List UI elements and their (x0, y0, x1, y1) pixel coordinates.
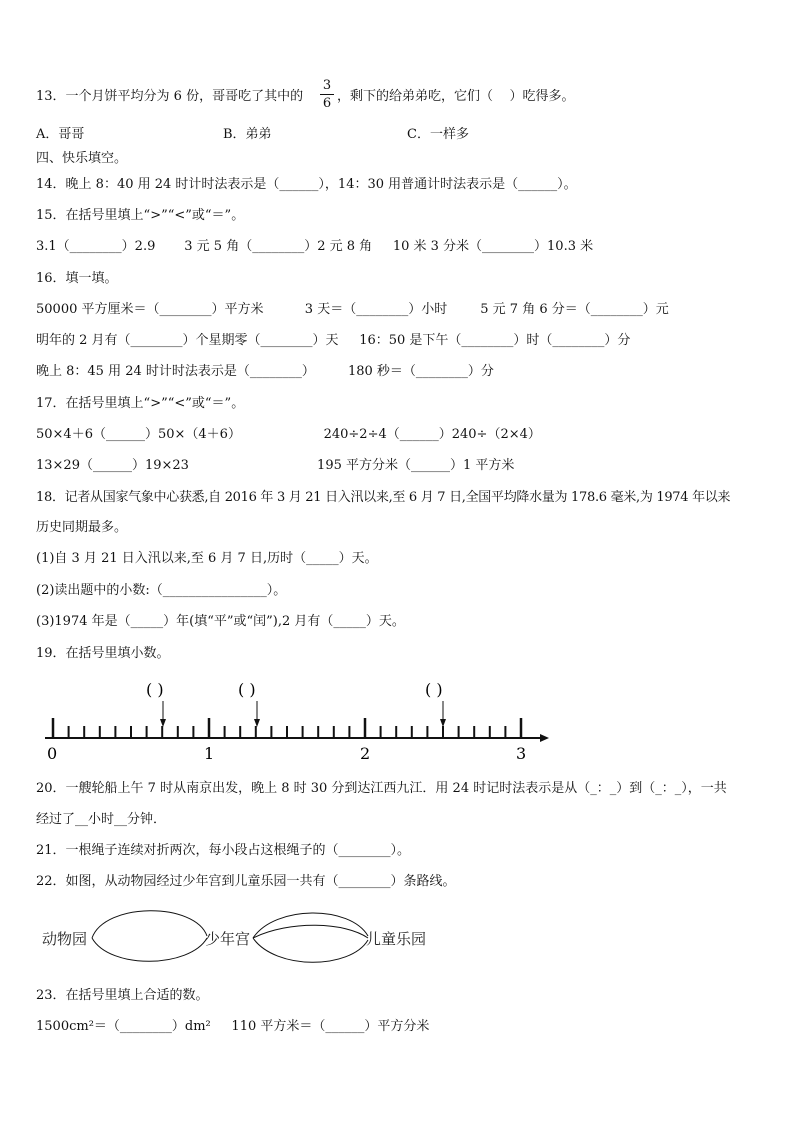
q18-sub1: (1)自 3 月 21 日入汛以来,至 6 月 7 日,历时（_____）天。 (36, 551, 378, 566)
tick-label: 1 (204, 744, 215, 763)
answer-blank: ( ) (425, 680, 443, 699)
q18-line1: 18．记者从国家气象中心获悉,自 2016 年 3 月 21 日入汛以来,至 6 月 7 日,全国平均降水量为 178.6 毫米,为 1974 年以来 (36, 490, 731, 505)
q18-line2: 历史同期最多。 (36, 520, 128, 535)
q13-option-b: B．弟弟 (223, 127, 272, 142)
place-label-amusement-park: 儿童乐园 (366, 930, 427, 948)
q15-line1: 3.1（________）2.9 3 元 5 角（________）2 元 8 角 10 米 3 分米（________）10.3 米 (36, 239, 594, 254)
q13-option-c: C．一样多 (407, 127, 469, 142)
q23-title: 23．在括号里填上合适的数。 (36, 988, 209, 1003)
q18-sub3: (3)1974 年是（_____）年(填“平”或“闰”),2 月有（_____）天。 (36, 614, 405, 629)
q22-title: 22．如图，从动物园经过少年宫到儿童乐园一共有（________）条路线。 (36, 874, 456, 889)
q19-title: 19．在括号里填小数。 (36, 646, 170, 661)
route-diagram (0, 900, 794, 980)
q23-line1: 1500cm²＝（________）dm² 110 平方米＝（______）平方分米 (36, 1019, 430, 1034)
section-heading: 四、快乐填空。 (36, 151, 128, 166)
route-path (92, 911, 207, 938)
place-label-youth-palace: 少年宫 (205, 930, 251, 948)
axis-arrowhead (540, 734, 549, 742)
q21-text: 21．一根绳子连续对折两次，每小段占这根绳子的（________）。 (36, 843, 411, 858)
pointer-arrow (440, 701, 446, 727)
q13-stem-before: 13．一个月饼平均分为 6 份，哥哥吃了其中的 (36, 89, 304, 104)
tick-label: 3 (516, 744, 527, 763)
fraction-denominator: 6 (322, 96, 332, 111)
place-label-zoo: 动物园 (42, 930, 88, 948)
q17-line1: 50×4＋6（______）50×（4＋6） 240÷2÷4（______）240÷（2×4） (36, 427, 541, 442)
q13-option-a: A．哥哥 (36, 127, 85, 142)
pointer-arrow (160, 701, 166, 727)
tick-label: 0 (47, 744, 58, 763)
q13-fraction (320, 78, 334, 111)
route-path (92, 938, 207, 961)
fraction-bar (320, 94, 334, 95)
q13-stem-after: ，剩下的给弟弟吃，它们（ ）吃得多。 (337, 89, 575, 104)
number-line-figure (0, 675, 794, 765)
q18-sub2: (2)读出题中的小数:（________________）。 (36, 583, 287, 598)
q20-line2: 经过了__小时__分钟． (36, 812, 167, 827)
q17-title: 17．在括号里填上“>”“<”或“＝”。 (36, 396, 245, 411)
fraction-numerator: 3 (322, 78, 332, 93)
q17-line2: 13×29（______）19×23 195 平方分米（______）1 平方米 (36, 458, 515, 473)
q15-title: 15．在括号里填上“>”“<”或“＝”。 (36, 208, 245, 223)
tick-label: 2 (360, 744, 371, 763)
answer-blank: ( ) (238, 680, 256, 699)
q20-line1: 20．一艘轮船上午 7 时从南京出发，晚上 8 时 30 分到达江西九江．用 24 时记时法表示是从（_：_）到（_：_），一共 (36, 781, 727, 796)
pointer-arrow (254, 701, 260, 727)
route-path (253, 938, 368, 962)
route-path (253, 925, 368, 938)
q16-line1: 50000 平方厘米＝（________）平方米 3 天＝（________）小时 5 元 7 角 6 分＝（________）元 (36, 302, 669, 317)
q16-title: 16．填一填。 (36, 271, 118, 286)
q16-line3: 晚上 8：45 用 24 时计时法表示是（________） 180 秒＝（________）分 (36, 364, 494, 379)
answer-blank: ( ) (146, 680, 164, 699)
q14-text: 14．晚上 8：40 用 24 时计时法表示是（______），14：30 用普通计时法表示是（______）。 (36, 177, 577, 192)
tick-marks (53, 718, 521, 738)
q16-line2: 明年的 2 月有（________）个星期零（________）天 16：50 是下午（________）时（________）分 (36, 333, 631, 348)
